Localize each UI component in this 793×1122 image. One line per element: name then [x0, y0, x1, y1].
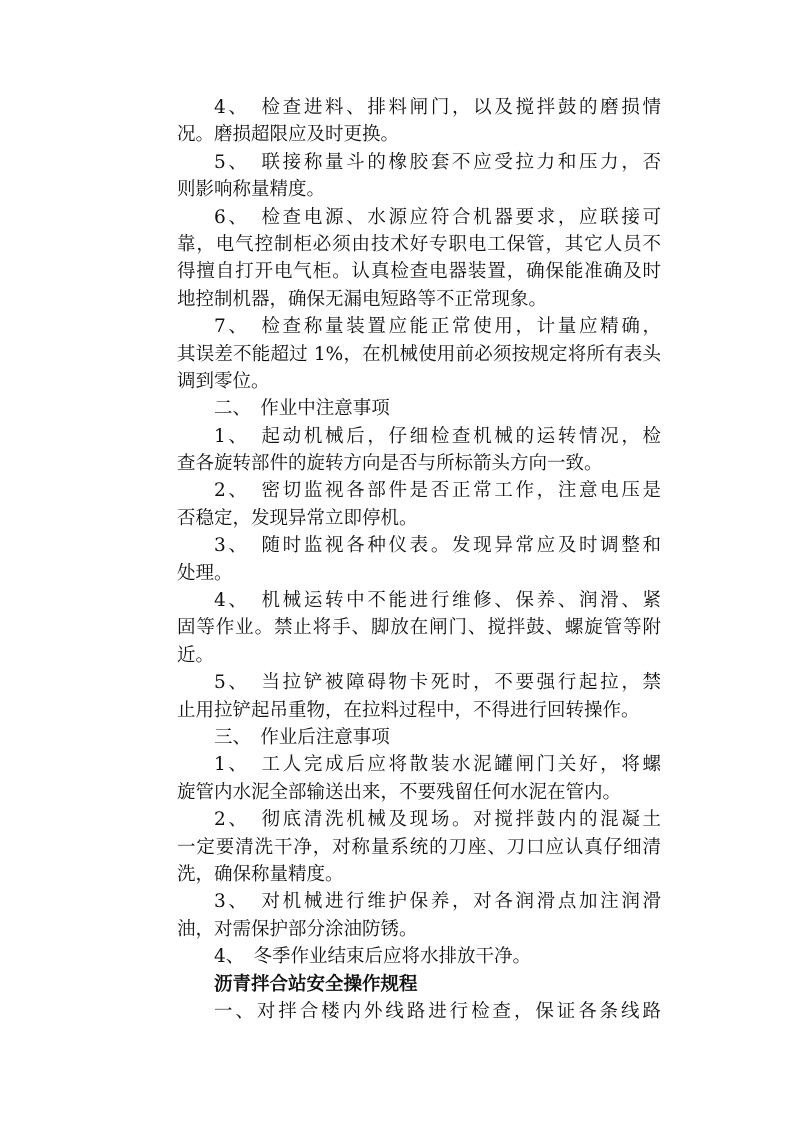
text-line: 处理。 — [177, 562, 233, 584]
text-line: 近。 — [177, 644, 215, 666]
text-line: 油，对需保护部分涂油防锈。 — [177, 918, 418, 940]
text-line: 二、 作业中注意事项 — [214, 398, 390, 420]
paragraph — [177, 888, 661, 943]
text-line: 7、 检查称量装置应能正常使用，计量应精确， — [214, 316, 661, 338]
paragraph — [177, 806, 661, 888]
text-line: 4、 冬季作业结束后应将水排放干净。 — [214, 946, 532, 968]
paragraph — [177, 751, 661, 806]
text-line: 况。磨损超限应及时更换。 — [177, 124, 400, 146]
text-line: 得擅自打开电气柜。认真检查电器装置，确保能准确及时 — [177, 261, 661, 283]
text-line: 洗，确保称量精度。 — [177, 863, 344, 885]
text-line: 5、 联接称量斗的橡胶套不应受拉力和压力，否 — [214, 151, 661, 173]
text-line: 2、 彻底清洗机械及现场。对搅拌鼓内的混凝土 — [214, 809, 661, 831]
paragraph — [177, 477, 661, 532]
document-body — [177, 94, 661, 1025]
paragraph — [177, 204, 661, 314]
text-line: 固等作业。禁止将手、脚放在闸门、搅拌鼓、螺旋管等附 — [177, 617, 661, 639]
text-line: 6、 检查电源、水源应符合机器要求，应联接可 — [214, 206, 661, 228]
text-line: 否稳定，发现异常立即停机。 — [177, 507, 418, 529]
section-heading — [177, 395, 661, 422]
text-line: 止用拉铲起吊重物，在拉料过程中，不得进行回转操作。 — [177, 699, 640, 721]
text-line: 3、 对机械进行维护保养，对各润滑点加注润滑 — [214, 891, 661, 913]
text-line: 则影响称量精度。 — [177, 179, 326, 201]
text-line: 2、 密切监视各部件是否正常工作，注意电压是 — [214, 480, 661, 502]
text-line: 旋管内水泥全部输送出来，不要残留任何水泥在管内。 — [177, 781, 622, 803]
paragraph — [177, 94, 661, 149]
text-line: 靠，电气控制柜必须由技术好专职电工保管，其它人员不 — [177, 233, 661, 255]
text-line: 一定要清洗干净，对称量系统的刀座、刀口应认真仔细清 — [177, 836, 661, 858]
paragraph — [177, 669, 661, 724]
text-line: 3、 随时监视各种仪表。发现异常应及时调整和 — [214, 535, 661, 557]
text-line: 沥青拌合站安全操作规程 — [214, 973, 418, 995]
text-line: 1、 工人完成后应将散装水泥罐闸门关好，将螺 — [214, 754, 661, 776]
paragraph — [177, 423, 661, 478]
text-line: 地控制机器，确保无漏电短路等不正常现象。 — [177, 288, 548, 310]
text-line: 4、 检查进料、排料闸门，以及搅拌鼓的磨损情 — [214, 97, 661, 118]
section-heading — [177, 724, 661, 751]
text-line: 查各旋转部件的旋转方向是否与所标箭头方向一致。 — [177, 453, 603, 475]
paragraph — [177, 149, 661, 204]
text-line: 其误差不能超过 1%，在机械使用前必须按规定将所有表头 — [177, 343, 661, 365]
paragraph — [177, 313, 661, 395]
text-line: 三、 作业后注意事项 — [214, 726, 390, 748]
text-line: 调到零位。 — [177, 370, 270, 392]
paragraph — [177, 587, 661, 669]
paragraph — [177, 998, 661, 1025]
text-line: 一、对拌合楼内外线路进行检查，保证各条线路 — [214, 1000, 661, 1022]
text-line: 4、 机械运转中不能进行维修、保养、润滑、紧 — [214, 590, 661, 612]
paragraph — [177, 943, 661, 970]
text-line: 5、 当拉铲被障碍物卡死时，不要强行起拉，禁 — [214, 672, 661, 694]
paragraph — [177, 532, 661, 587]
document-title — [177, 971, 661, 998]
text-line: 1、 起动机械后，仔细检查机械的运转情况，检 — [214, 425, 661, 447]
